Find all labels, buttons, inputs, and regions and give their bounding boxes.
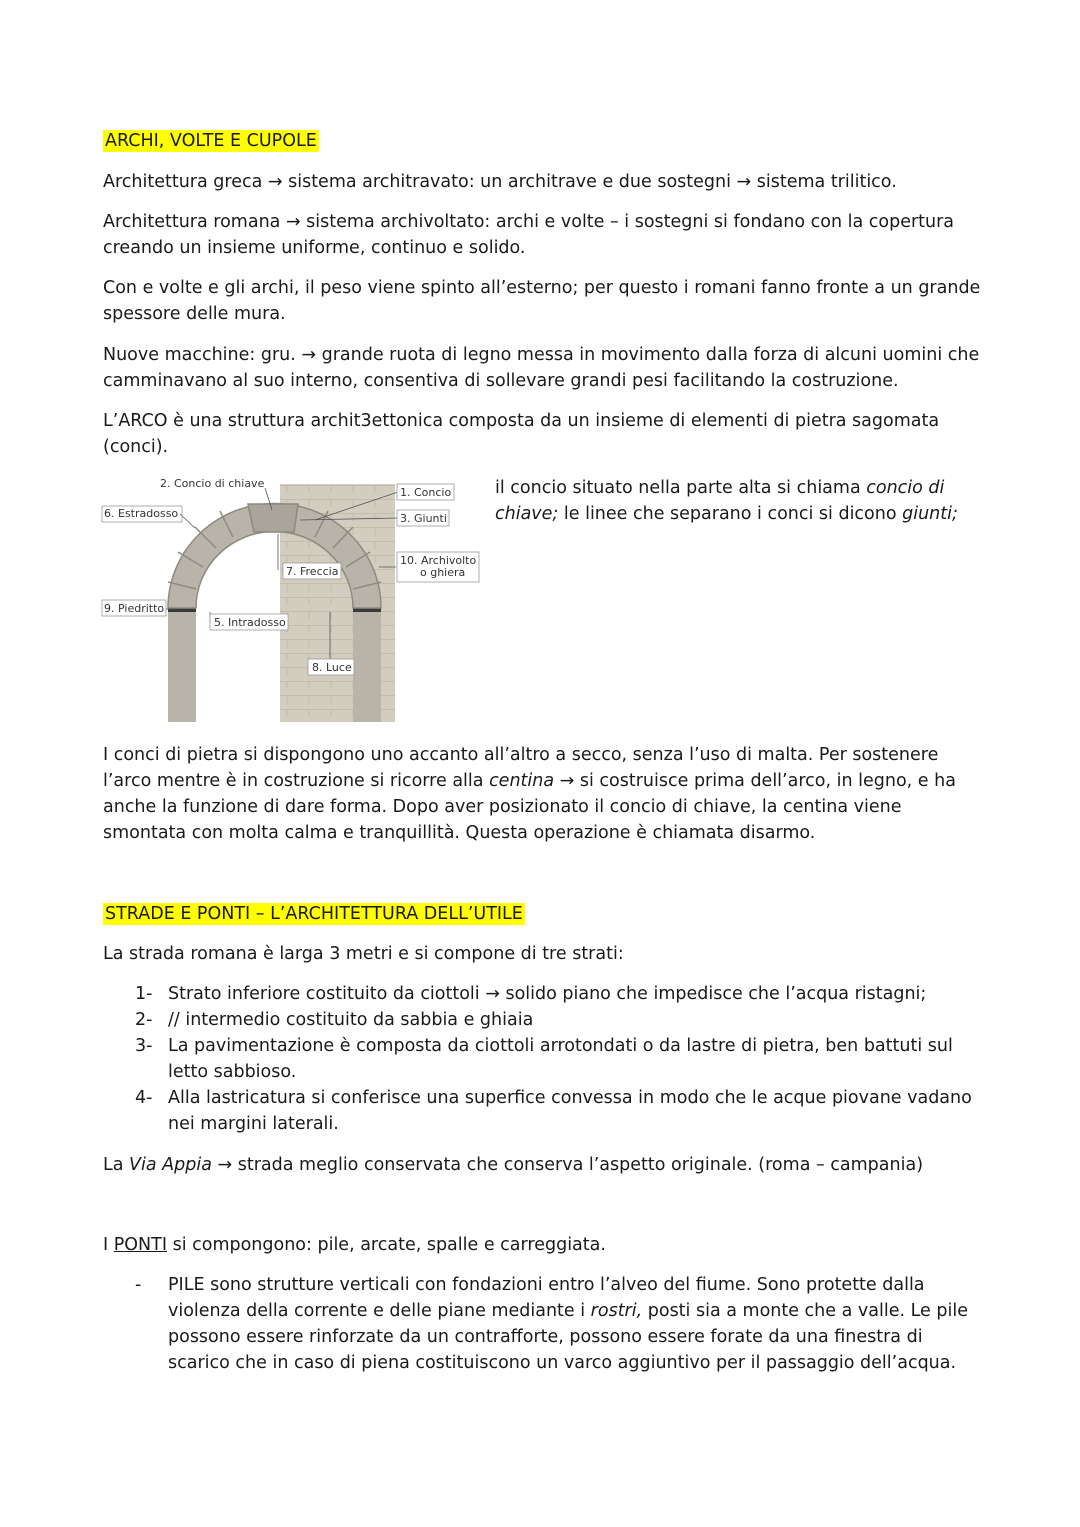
label-concio-chiave: 2. Concio di chiave <box>160 477 265 490</box>
ponti-text-b: si compongono: pile, arcate, spalle e carreggiata. <box>167 1235 606 1255</box>
centina-term: centina <box>489 771 555 791</box>
heading-highlight: ARCHI, VOLTE E CUPOLE <box>105 131 317 151</box>
label-ghiera: o ghiera <box>420 566 466 579</box>
centina-text-a: I conci di pietra si dispongono uno accanto all’altro a secco, senza l’uso di malta. Per sostenere l’arco mentre è in costruzione si ricorre alla <box>103 745 939 791</box>
right-pier <box>353 607 381 722</box>
paragraph-via-appia <box>103 1152 983 1178</box>
appia-text-b: → strada meglio conservata che conserva l’aspetto originale. (roma – campania) <box>211 1155 924 1175</box>
left-pier <box>168 607 196 722</box>
joints-term: giunti; <box>902 504 958 524</box>
appia-text-a: La <box>103 1155 130 1175</box>
paragraph-roman-architecture: Architettura romana → sistema archivoltato: archi e volte – i sostegni si fondano con la copertura creando un insieme uniforme, continuo e solido. <box>103 212 955 258</box>
paragraph-road-intro: La strada romana è larga 3 metri e si compone di tre strati: <box>103 944 624 964</box>
list-number: 1- <box>135 984 153 1004</box>
paragraph-crane: Nuove macchine: gru. → grande ruota di legno messa in movimento dalla forza di alcuni uomini che camminavano al suo interno, consentiva di sollevare grandi pesi facilitando la costruzione. <box>103 345 980 391</box>
section-heading-strade <box>103 901 525 927</box>
label-luce: 8. Luce <box>312 661 352 674</box>
list-text: Alla lastricatura si conferisce una superfice convessa in modo che le acque piovane vadano nei margini laterali. <box>168 1088 972 1134</box>
label-estradosso: 6. Estradosso <box>104 507 179 520</box>
label-piedritto: 9. Piedritto <box>104 602 165 615</box>
paragraph-ponti <box>103 1232 983 1258</box>
pile-text-b: posti sia a monte che a valle. Le pile possono essere rinforzate da un contrafforte, possono essere forate da una finestra di scarico che in caso di piena costituiscono un varco aggiuntivo per il passaggio dell’acqua. <box>168 1301 968 1373</box>
list-number: 3- <box>135 1036 153 1056</box>
pile-term: rostri, <box>590 1301 643 1321</box>
paragraph-arch-definition: L’ARCO è una struttura archit3ettonica composta da un insieme di elementi di pietra sagomata (conci). <box>103 411 940 457</box>
label-concio: 1. Concio <box>400 486 452 499</box>
pile-text-a: PILE sono strutture verticali con fondazioni entro l’alveo del fiume. Sono protette dalla violenza della corrente e delle piane mediante i <box>168 1275 925 1321</box>
keystone-term: concio di chiave; <box>495 478 945 524</box>
pile-text <box>168 1272 983 1376</box>
list-number: 2- <box>135 1010 153 1030</box>
paragraph-weight: Con e volte e gli archi, il peso viene spinto all’esterno; per questo i romani fanno fronte a un grande spessore delle mura. <box>103 278 981 324</box>
label-intradosso: 5. Intradosso <box>214 616 286 629</box>
paragraph-greek-architecture: Architettura greca → sistema architravato: un architrave e due sostegni → sistema trilitico. <box>103 172 897 192</box>
label-giunti: 3. Giunti <box>400 512 447 525</box>
list-text: Strato inferiore costituito da ciottoli → solido piano che impedisce che l’acqua ristagni; <box>168 984 927 1004</box>
centina-text-b: → si costruisce prima dell’arco, in legno, e ha anche la funzione di dare forma. Dopo aver posizionato il concio di chiave, la centina viene smontata con molta calma e tranquillità. Questa operazione è chiamata disarmo. <box>103 771 956 843</box>
paragraph-centina <box>103 742 983 846</box>
label-archivolto: 10. Archivolto <box>400 554 477 567</box>
list-bullet: - <box>135 1275 142 1295</box>
ponti-term: PONTI <box>113 1235 168 1255</box>
keystone-text: il concio situato nella parte alta si chiama <box>495 478 867 498</box>
joints-text: le linee che separano i conci si dicono <box>558 504 903 524</box>
list-number: 4- <box>135 1088 153 1108</box>
ponti-text-a: I <box>103 1235 114 1255</box>
keystone <box>248 504 298 532</box>
label-freccia: 7. Freccia <box>286 565 339 578</box>
arch-diagram <box>100 472 485 724</box>
paragraph-keystone <box>495 475 975 527</box>
heading-highlight: STRADE E PONTI – L’ARCHITETTURA DELL’UTILE <box>105 904 523 924</box>
list-text: La pavimentazione è composta da ciottoli arrotondati o da lastre di pietra, ben battuti sul letto sabbioso. <box>168 1036 953 1082</box>
appia-term: Via Appia <box>129 1155 212 1175</box>
section-heading-archi <box>103 128 319 154</box>
list-text: // intermedio costituito da sabbia e ghiaia <box>168 1010 534 1030</box>
